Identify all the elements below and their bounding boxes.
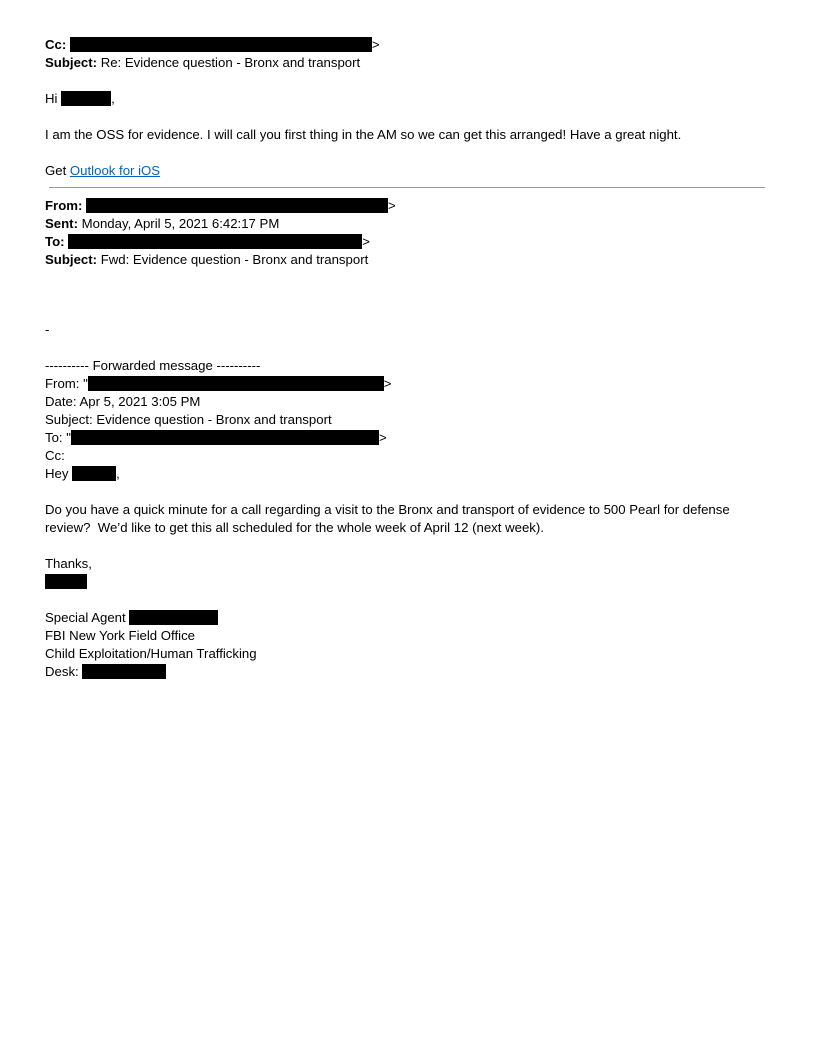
reply-body: I am the OSS for evidence. I will call you first thing in the AM so we can get this arranged! Have a great night. <box>45 127 682 142</box>
forwarded-date: Date: Apr 5, 2021 3:05 PM <box>45 394 201 409</box>
cc-suffix: > <box>371 37 380 52</box>
get-text: Get <box>45 163 70 178</box>
dash-line: - <box>45 322 50 337</box>
redaction-box <box>88 376 384 391</box>
to-label: To: " <box>45 430 71 445</box>
forwarded-cc: Cc: <box>45 448 65 463</box>
reply-subject-line <box>45 54 360 72</box>
sent-value: Monday, April 5, 2021 6:42:17 PM <box>77 216 280 231</box>
signature-name <box>45 573 87 591</box>
signature-desk <box>45 663 166 681</box>
reply-cc-line <box>45 36 380 54</box>
redaction-box <box>82 664 166 679</box>
sig-title-text: Special Agent <box>45 610 130 625</box>
subject-label: Subject: <box>45 55 98 70</box>
from-label: From: <box>45 198 83 213</box>
forwarded-body-line1: Do you have a quick minute for a call regarding a visit to the Bronx and transport of evidence to 500 Pearl for defense <box>45 502 730 517</box>
cc-label: Cc: <box>45 37 67 52</box>
redaction-box <box>70 37 372 52</box>
to-suffix: > <box>378 430 387 445</box>
forwarded-to-line <box>45 429 387 447</box>
forwarded-subject: Subject: Evidence question - Bronx and transport <box>45 412 332 427</box>
forwarded-from-line <box>45 375 391 393</box>
fwd-sent-line <box>45 215 279 233</box>
divider <box>49 187 765 188</box>
redaction-box <box>71 430 379 445</box>
outlook-line <box>45 162 160 180</box>
greeting-suffix: , <box>116 466 120 481</box>
redaction-box <box>72 466 116 481</box>
from-suffix: > <box>388 198 396 213</box>
fwd-to-line <box>45 233 370 251</box>
redaction-box <box>129 610 218 625</box>
reply-subject: Re: Evidence question - Bronx and transport <box>97 55 361 70</box>
redaction-box <box>86 198 388 213</box>
forwarded-banner: ---------- Forwarded message ---------- <box>45 358 261 373</box>
outlook-for-ios-link[interactable]: Outlook for iOS <box>69 163 161 178</box>
forwarded-greeting <box>45 465 120 483</box>
redaction-box <box>68 234 362 249</box>
signature-unit: Child Exploitation/Human Trafficking <box>45 646 257 661</box>
greeting-suffix: , <box>111 91 115 106</box>
from-label: From: " <box>45 376 88 391</box>
subject-label: Subject: <box>45 252 98 267</box>
fwd-subject-line <box>45 251 368 269</box>
forwarded-body-line2: review? We’d like to get this all scheduled for the whole week of April 12 (next week). <box>45 520 544 535</box>
fwd-subject: Fwd: Evidence question - Bronx and transport <box>97 252 369 267</box>
redaction-box <box>45 574 87 589</box>
signature-title <box>45 609 218 627</box>
greeting-text: Hey <box>45 466 73 481</box>
from-suffix: > <box>383 376 392 391</box>
sent-label: Sent: <box>45 216 78 231</box>
reply-greeting <box>45 90 115 108</box>
desk-label: Desk: <box>45 664 83 679</box>
to-label: To: <box>45 234 65 249</box>
signature-office: FBI New York Field Office <box>45 628 196 643</box>
to-suffix: > <box>362 234 370 249</box>
redaction-box <box>61 91 111 106</box>
fwd-from-line <box>45 197 396 215</box>
thanks-line: Thanks, <box>45 556 92 571</box>
greeting-text: Hi <box>45 91 62 106</box>
